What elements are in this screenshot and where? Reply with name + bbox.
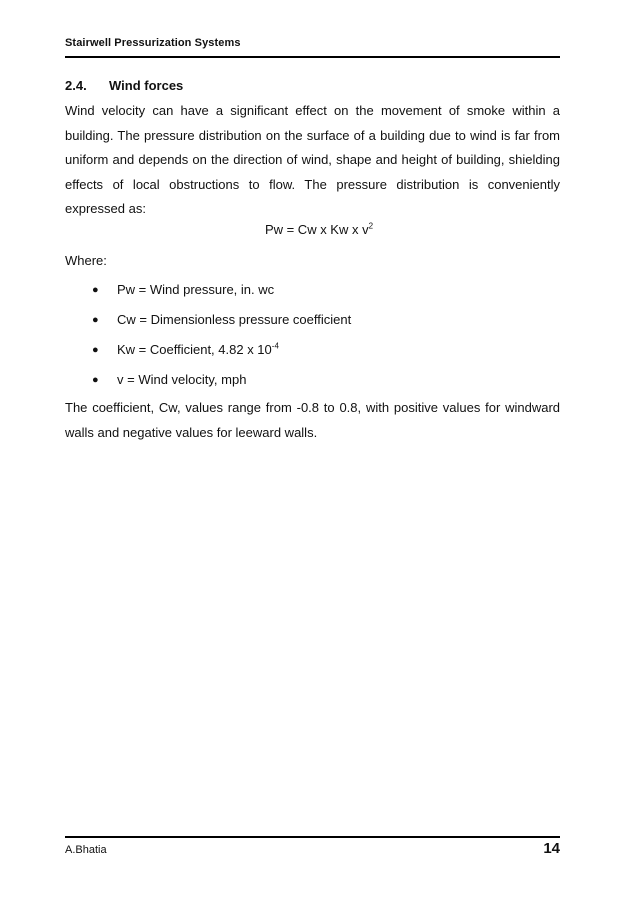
where-label: Where: [65,253,107,268]
bullet-icon: ● [92,284,99,296]
running-header: Stairwell Pressurization Systems [65,37,241,49]
intro-paragraph: Wind velocity can have a significant effect on the movement of smoke within a building. The pressure distribution on the surface of a building due to wind is far from uniform and depends on the direction of wind, shape and height of building, shielding effects of local obstructions to flow. The pressure distribution is conveniently expressed as: [65,103,560,216]
definition-text: Kw = Coefficient, 4.82 x 10 [117,342,272,357]
page-number: 14 [543,840,560,857]
bullet-icon: ● [92,374,99,386]
header-divider [65,56,560,58]
bullet-icon: ● [92,344,99,356]
section-heading [65,78,183,93]
footer-divider [65,836,560,838]
definition-text: v = Wind velocity, mph [117,372,247,387]
bullet-icon: ● [92,314,99,326]
definition-text: Cw = Dimensionless pressure coefficient [117,312,352,327]
section-title: Wind forces [109,78,184,93]
definition-text: Pw = Wind pressure, in. wc [117,282,275,297]
equation-exponent: 2 [368,221,374,231]
wind-pressure-equation [0,222,638,237]
footer-author: A.Bhatia [65,844,107,856]
equation-base: Pw = Cw x Kw x v [264,222,369,237]
section-number: 2.4. [65,78,87,93]
coefficient-paragraph: The coefficient, Cw, values range from -0.8 to 0.8, with positive values for windward walls and negative values for leeward walls. [65,400,560,440]
definition-sup: -4 [271,341,279,351]
